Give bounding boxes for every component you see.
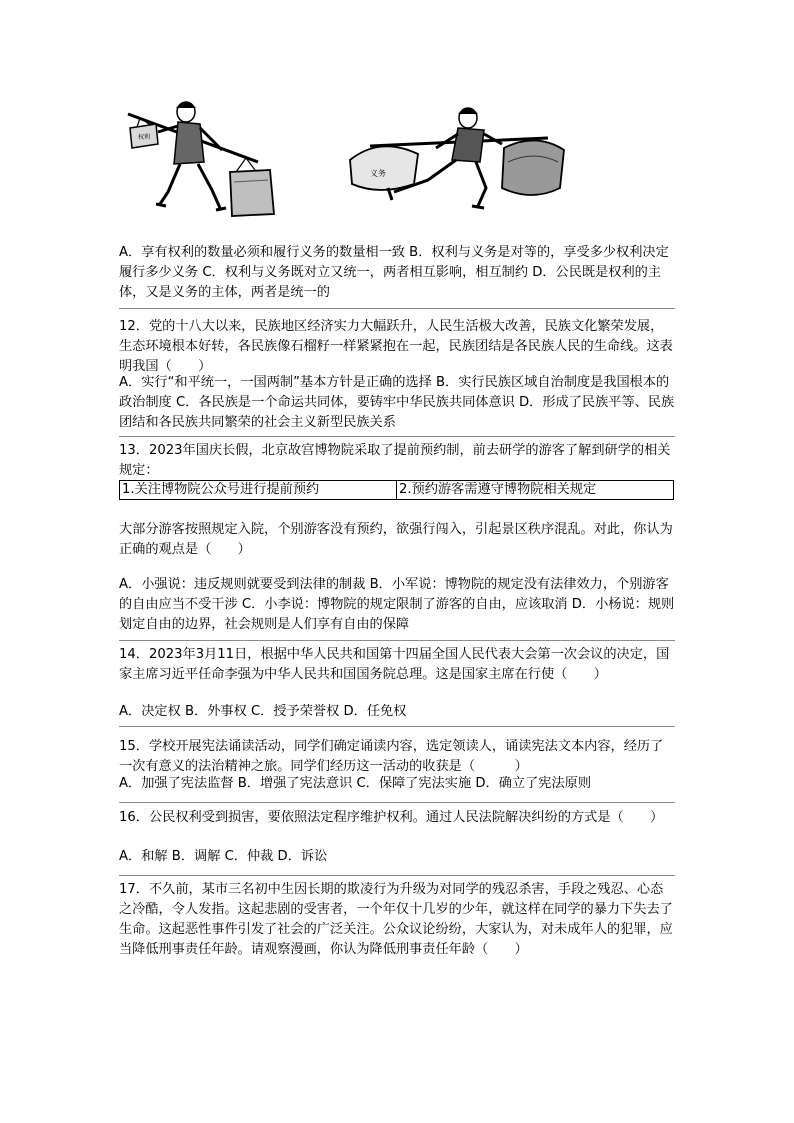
- q13-stem: 13．2023年国庆长假，北京故宫博物院采取了提前预约制，前去研学的游客了解到研学的相关规定：: [119, 443, 671, 478]
- q13-body: 大部分游客按照规定入院，个别游客没有预约，欲强行闯入，引起景区秩序混乱。对此，你认为正确的观点是（ ）: [119, 522, 673, 557]
- q17-stem: 17．不久前，某市三名初中生因长期的欺凌行为升级为对同学的残忍杀害，手段之残忍、心态之冷酷，令人发指。这起悲剧的受害者，一个年仅十几岁的少年，就这样在同学的暴力下失去了生命。这起恶性事件引发了社会的广泛关注。公众议论纷纷，大家认为，对未成年人的犯罪，应当降低刑事责任年龄。请观察漫画，你认为降低刑事责任年龄（ ）: [119, 882, 673, 957]
- q13-options: A．小强说：违反规则就要受到法律的制裁 B．小军说：博物院的规定没有法律效力，个别游客的自由应当不受干涉 C．小李说：博物院的规定限制了游客的自由，应该取消 D．小杨说：规则划定自由的边界，社会规则是人们享有自由的保障: [119, 577, 675, 632]
- divider: [119, 308, 675, 309]
- divider: [119, 726, 675, 727]
- q13-rule-cell-1: 1.关注博物院公众号进行提前预约: [122, 482, 320, 497]
- cartoon-rights-duties: [118, 92, 578, 222]
- q12-options: A．实行“和平统一，一国两制”基本方针是正确的选择 B．实行民族区域自治制度是我国根本的政治制度 C．各民族是一个命运共同体，要铸牢中华民族共同体意识 D．形成了民族平等、民族团结和各民族共同繁荣的社会主义新型民族关系: [119, 375, 675, 430]
- left-cartoon-figure: [128, 102, 274, 216]
- divider: [119, 802, 675, 803]
- divider: [119, 640, 675, 641]
- q13-rule-cell-2: 2.预约游客需遵守博物院相关规定: [396, 481, 673, 499]
- divider: [119, 875, 675, 876]
- q16-options: A．和解 B．调解 C．仲裁 D．诉讼: [119, 849, 328, 864]
- q11-options: A．享有权利的数量必须和履行义务的数量相一致 B．权利与义务是对等的，享受多少权利决定履行多少义务 C．权利与义务既对立又统一，两者相互影响，相互制约 D．公民既是权利的主体，又是义务的主体，两者是统一的: [119, 245, 669, 300]
- q16-stem: 16．公民权利受到损害，要依照法定程序维护权利。通过人民法院解决纠纷的方式是（ ）: [119, 810, 664, 825]
- q14-options: A．决定权 B．外事权 C．授予荣誉权 D．任免权: [119, 704, 407, 719]
- q15-stem: 15．学校开展宪法诵读活动，同学们确定诵读内容，选定领读人，诵读宪法文本内容，经历了一次有意义的法治精神之旅。同学们经历这一活动的收获是（ ）: [119, 739, 664, 774]
- q15-options: A．加强了宪法监督 B．增强了宪法意识 C．保障了宪法实施 D．确立了宪法原则: [119, 776, 592, 791]
- divider: [119, 436, 675, 437]
- q14-stem: 14．2023年3月11日，根据中华人民共和国第十四届全国人民代表大会第一次会议的决定，国家主席习近平任命李强为中华人民共和国国务院总理。这是国家主席在行使（ ）: [119, 647, 670, 682]
- right-cartoon-figure: [350, 108, 564, 208]
- q12-stem: 12．党的十八大以来，民族地区经济实力大幅跃升，人民生活极大改善，民族文化繁荣发展，生态环境根本好转，各民族像石榴籽一样紧紧抱在一起，民族团结是各民族人民的生命线。这表明我国（ ）: [119, 319, 673, 374]
- left-small-basket-tag: 权利: [138, 134, 151, 141]
- q13-rules-table: [119, 480, 674, 500]
- right-left-basket-tag: 义务: [370, 169, 386, 178]
